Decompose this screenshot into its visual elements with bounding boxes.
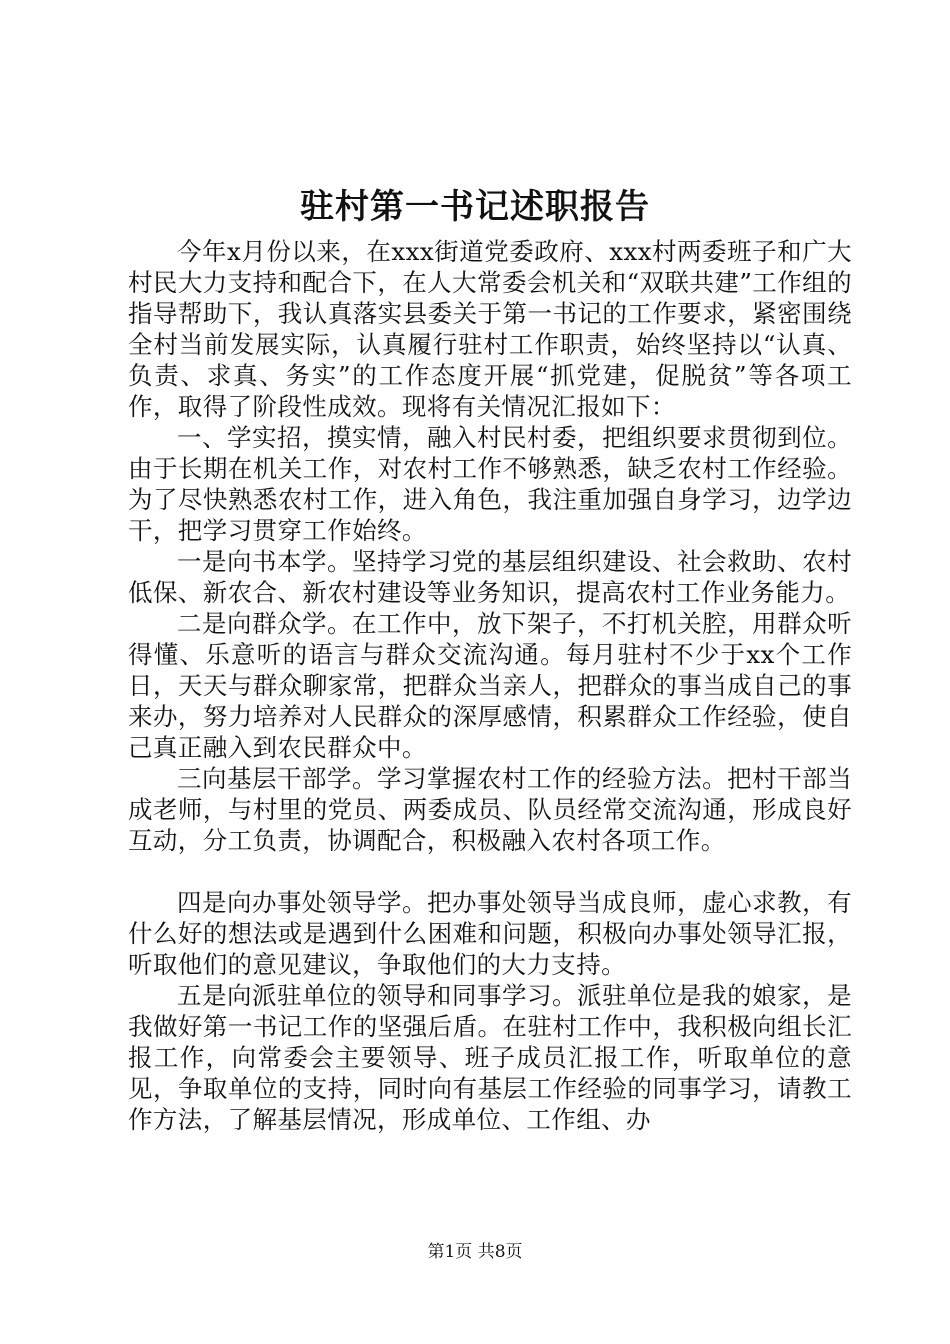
- document-title: 驻村第一书记述职报告: [300, 187, 650, 227]
- paragraph-learn-from-cadres: 三向基层干部学。学习掌握农村工作的经验方法。把村干部当成老师，与村里的党员、两委成员、队员经常交流沟通，形成良好互动，分工负责，协调配合，积极融入农村各项工作。: [128, 764, 852, 855]
- paragraph-intro: 今年x月份以来，在xxx街道党委政府、xxx村两委班子和广大村民大力支持和配合下，在人大常委会机关和“双联共建”工作组的指导帮助下，我认真落实县委关于第一书记的工作要求，紧密围绕全村当前发展实际，认真履行驻村工作职责，始终坚持以“认真、负责、求真、务实”的工作态度开展“抓党建，促脱贫”等各项工作，取得了阶段性成效。现将有关情况汇报如下：: [128, 237, 852, 421]
- paragraph-learn-from-office-leaders: 四是向办事处领导学。把办事处领导当成良师，虚心求教，有什么好的想法或是遇到什么困难和问题，积极向办事处领导汇报，听取他们的意见建议，争取他们的大力支持。: [128, 888, 852, 979]
- document-body: [128, 236, 852, 1135]
- paragraph-learn-from-masses: 二是向群众学。在工作中，放下架子，不打机关腔，用群众听得懂、乐意听的语言与群众交流沟通。每月驻村不少于xx个工作日，天天与群众聊家常，把群众当亲人，把群众的事当成自己的事来办，努力培养对人民群众的深厚感情，积累群众工作经验，使自己真正融入到农民群众中。: [128, 609, 852, 762]
- paragraph-section-one: 一、学实招，摸实情，融入村民村委，把组织要求贯彻到位。由于长期在机关工作，对农村工作不够熟悉，缺乏农村工作经验。为了尽快熟悉农村工作，进入角色，我注重加强自身学习，边学边干，把学习贯穿工作始终。: [128, 423, 852, 545]
- paragraph-learn-from-home-unit: 五是向派驻单位的领导和同事学习。派驻单位是我的娘家，是我做好第一书记工作的坚强后盾。在驻村工作中，我积极向组长汇报工作，向常委会主要领导、班子成员汇报工作，听取单位的意见，争取单位的支持，同时向有基层工作经验的同事学习，请教工作方法，了解基层情况，形成单位、工作组、办: [128, 981, 852, 1134]
- page-footer: 第1页 共8页: [427, 1242, 523, 1262]
- paragraph-learn-from-books: 一是向书本学。坚持学习党的基层组织建设、社会救助、农村低保、新农合、新农村建设等业务知识，提高农村工作业务能力。: [128, 547, 852, 607]
